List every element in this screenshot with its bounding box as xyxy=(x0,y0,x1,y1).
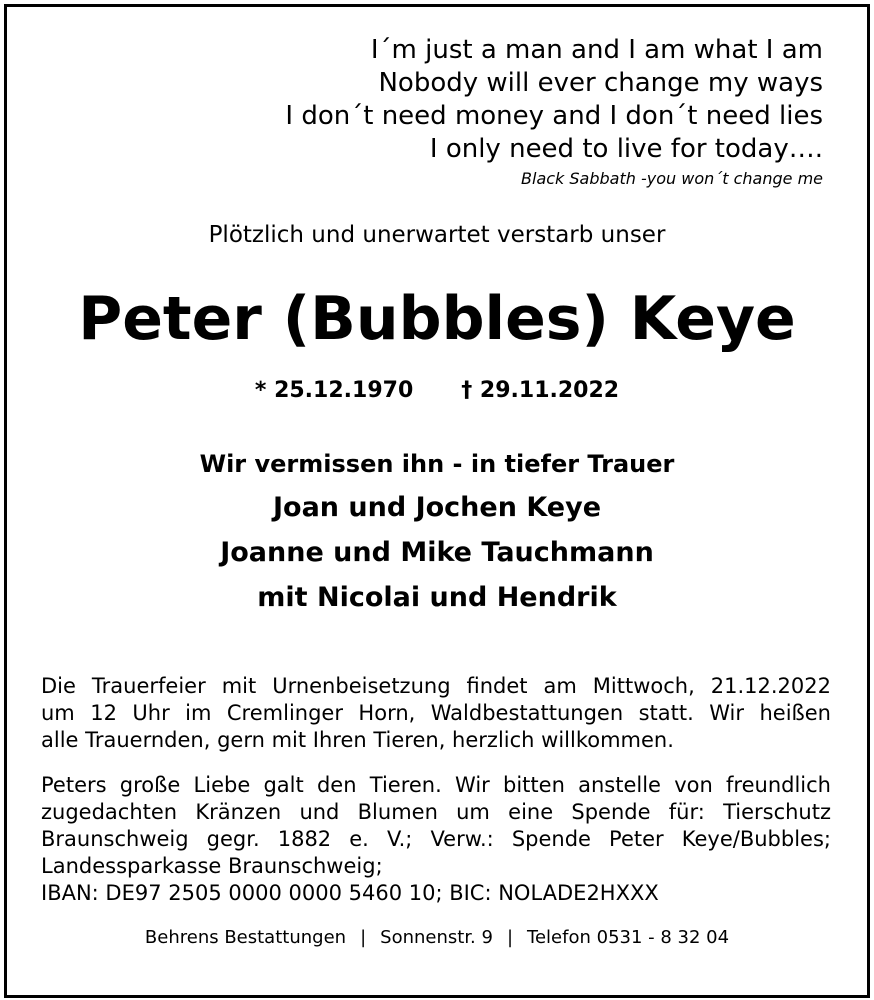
mourner-line: mit Nicolai und Hendrik xyxy=(257,582,617,613)
donation-line: Peters große Liebe galt den Tieren. Wir bitten anstelle von freundlich xyxy=(41,773,831,797)
quote-line: I´m just a man and I am what I am xyxy=(370,35,823,65)
service-line: alle Trauernden, gern mit Ihren Tieren, herzlich willkommen. xyxy=(41,728,674,752)
service-paragraph xyxy=(41,673,831,754)
donation-paragraph xyxy=(41,772,831,907)
donation-line: Braunschweig gegr. 1882 e. V.; Verw.: Spende Peter Keye/Bubbles; xyxy=(41,827,831,851)
death-date: † 29.11.2022 xyxy=(461,378,620,403)
funeral-home-name: Behrens Bestattungen xyxy=(144,927,347,948)
intro-text: Plötzlich und unerwartet verstarb unser xyxy=(208,222,666,248)
quote-line: Nobody will ever change my ways xyxy=(378,68,823,98)
separator: | xyxy=(506,927,514,948)
mourner-line: Joan und Jochen Keye xyxy=(272,492,602,523)
quote-line: I don´t need money and I don´t need lies xyxy=(285,101,823,131)
separator: | xyxy=(360,927,367,948)
birth-date: * 25.12.1970 xyxy=(254,378,414,403)
mourning-statement: Wir vermissen ihn - in tiefer Trauer xyxy=(199,450,675,478)
service-line: um 12 Uhr im Cremlinger Horn, Waldbestattungen statt. Wir heißen xyxy=(41,701,831,725)
quote-source: Black Sabbath -you won´t change me xyxy=(521,169,823,188)
epigraph-quote xyxy=(285,34,823,192)
donation-line: Landessparkasse Braunschweig; xyxy=(41,854,383,878)
quote-line: I only need to live for today…. xyxy=(429,134,823,164)
mourner-line: Joanne und Mike Tauchmann xyxy=(220,537,654,568)
funeral-home-address: Sonnenstr. 9 xyxy=(380,927,493,948)
bank-details: IBAN: DE97 2505 0000 0000 5460 10; BIC: NOLADE2HXXX xyxy=(41,881,659,905)
service-line: Die Trauerfeier mit Urnenbeisetzung findet am Mittwoch, 21.12.2022 xyxy=(41,674,831,698)
deceased-name: Peter (Bubbles) Keye xyxy=(78,284,796,354)
funeral-home-footer xyxy=(0,927,874,948)
life-dates xyxy=(0,378,874,403)
donation-line: zugedachten Kränzen und Blumen um eine Spende für: Tierschutz xyxy=(41,800,831,824)
funeral-home-phone: Telefon 0531 - 8 32 04 xyxy=(527,927,730,948)
